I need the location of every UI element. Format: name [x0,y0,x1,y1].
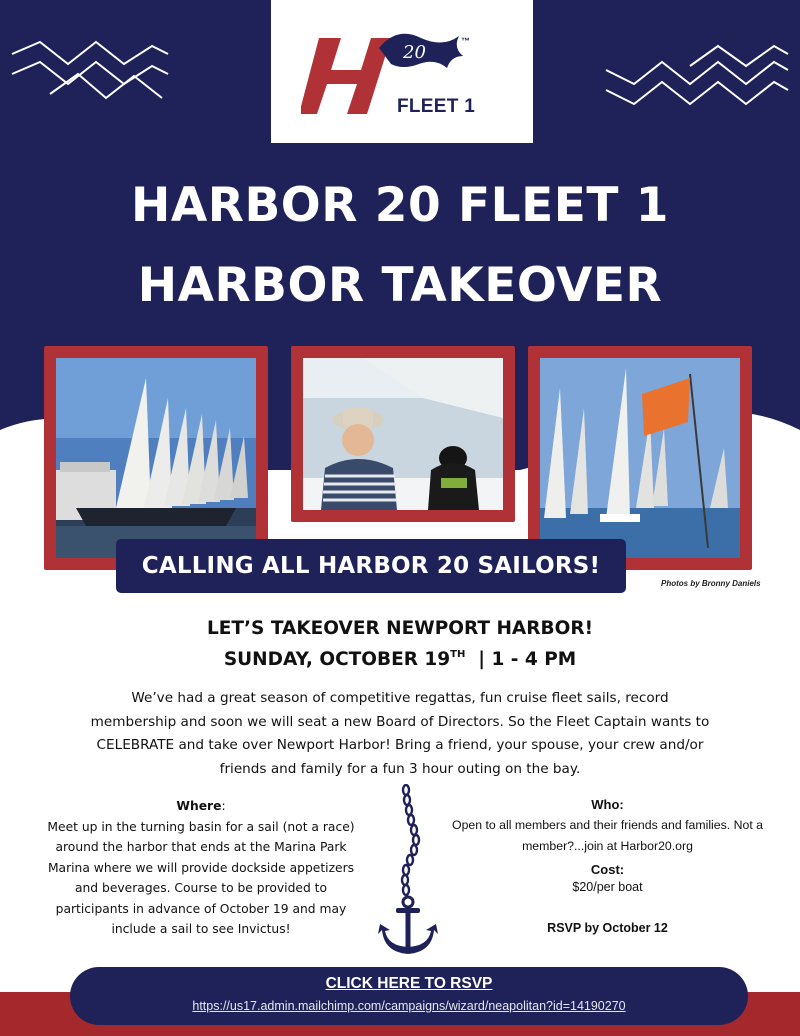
cost-text: $20/per boat [572,880,643,894]
svg-text:™: ™ [461,36,470,46]
rsvp-url-link[interactable]: https://us17.admin.mailchimp.com/campaigns/wizard/neapolitan?id=14190270 [192,999,626,1013]
event-time: | 1 - 4 PM [478,649,577,670]
chain-anchor-icon [378,784,444,960]
where-label: Where [176,799,222,813]
headline-line-1: HARBOR 20 FLEET 1 [131,178,669,233]
photo-sailboats-docked [44,346,268,570]
fleet-logo [271,0,533,143]
who-label: Who: [591,797,624,812]
calling-all-sailors-banner: CALLING ALL HARBOR 20 SAILORS! [116,539,626,593]
photo-sailboats-orange-flag [528,346,752,570]
where-text: Meet up in the turning basin for a sail (not a race) around the harbor that ends at the Marina Park Marina where we will provide dockside appetizers and beverages. Course to be provided to participants in advance of October 19 and may include a sail to see Invictus! [47,819,355,936]
rsvp-link[interactable]: CLICK HERE TO RSVP [325,975,493,992]
rsvp-deadline: RSVP by October 12 [547,921,668,935]
event-title: LET’S TAKEOVER NEWPORT HARBOR! [206,618,594,639]
zigzag-decoration-right [600,40,790,120]
photo-sailor-with-dog [291,346,515,522]
cost-label: Cost: [590,862,625,877]
rsvp-bar [70,967,748,1025]
svg-text:20: 20 [403,42,426,63]
where-section: Where: Meet up in the turning basin for a sail (not a race) around the harbor that ends at the Marina Park Marina where we will provide dockside appetizers and beverages. Course to be provided to participants in advance of October 19 and may include a sail to see Invictus! [40,796,362,940]
who-text: Open to all members and their friends and families. Not a member?...join at Harbor20.org [452,818,763,853]
event-date: SUNDAY, OCTOBER 19 [223,649,451,670]
zigzag-decoration-left [10,40,170,120]
logo-fleet-text: FLEET 1 [397,96,476,117]
headline-line-2: HARBOR TAKEOVER [137,258,663,313]
photo-credit: Photos by Bronny Daniels [661,579,761,588]
intro-paragraph: We’ve had a great season of competitive regattas, fun cruise fleet sails, record membership and soon we will seat a new Board of Directors. So the Fleet Captain wants to CELEBRATE and take over Newport Harbor! Bring a friend, your spouse, your crew and/or friends and family for a fun 3 hour outing on the bay. [90,690,710,777]
event-date-time [0,649,800,670]
event-date-suffix: TH [450,649,466,660]
